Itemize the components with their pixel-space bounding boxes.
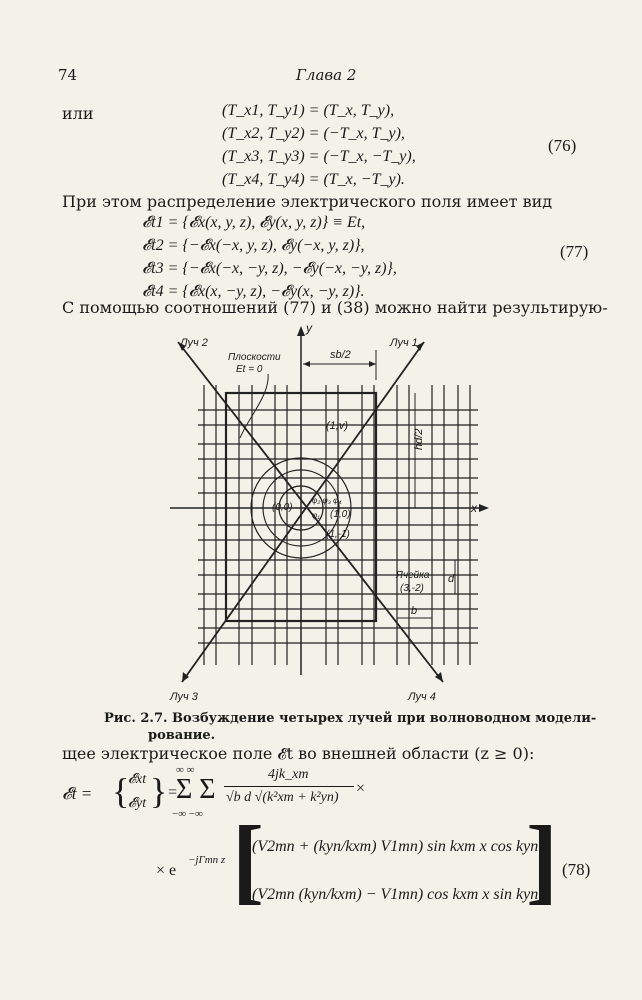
eq78-exponent: −jΓmn z [188,854,226,866]
x-arrow [479,504,489,512]
eq78-times-exp: × e [156,862,177,879]
sb2-arrow-left [303,361,310,367]
label-ray-4: Луч 4 [408,691,436,703]
planes-leader [240,374,268,438]
figure-caption-line-1: Рис. 2.7. Возбуждение четырех лучей при волноводном модели- [104,711,597,726]
paragraph-3: щее электрическое поле 𝓔t во внешней области (z ≥ 0): [62,744,535,763]
label-b: b [411,605,418,617]
label-cell-1m1: (1,-1) [326,529,350,540]
paragraph-1: При этом распределение электрического поля имеет вид [62,192,553,211]
eq76-line-4: (T_x4, T_y4) = (T_x, −T_y). [222,171,405,188]
eq77-number: (77) [560,242,589,261]
eq76-line-2: (T_x2, T_y2) = (−T_x, T_y), [222,125,405,142]
eq78-sum-top: ∞ ∞ [176,764,195,776]
eq76-number: (76) [548,136,577,155]
eq78-sum: Σ Σ [176,774,216,805]
page-number: 74 [58,66,78,84]
label-planes: Плоскости [228,352,281,363]
label-cell-1v: (1,v) [326,420,348,432]
label-cell-word: Ячейка [396,570,430,581]
eq78-brace-open: { [112,771,130,811]
eq78-brace-bot: 𝓔yt [128,796,147,811]
eq78-numerator: 4jk_xm [268,767,309,782]
eq78-sum-bot: −∞ −∞ [172,808,203,820]
label-axis-x: x [471,501,477,515]
paragraph-2: С помощью соотношений (77) и (38) можно найти результирую- [62,298,608,317]
label-sb2: sb/2 [330,349,351,361]
eq78-row-1: (V2mn + (kyn/kxm) V1mn) sin kxm x cos kyn y [252,838,550,855]
label-planes-eq: Et = 0 [236,364,263,375]
eq78-denominator: √b d √(k²xm + k²yn) [226,790,339,805]
eq78-bracket-open: [ [232,806,264,913]
y-arrow [297,326,305,336]
label-cell-3m2: (3,-2) [400,583,424,594]
label-ray-2: Луч 2 [180,337,208,349]
eq78-brace-close: } [150,771,168,811]
label-hd2: hd/2 [413,428,425,450]
figure-caption-line-2: рование. [148,728,216,743]
eq76-line-3: (T_x3, T_y3) = (−T_x, −T_y), [222,148,416,165]
running-title: Глава 2 [296,66,357,84]
sb2-arrow-right [369,361,376,367]
eq77-line-4: 𝓔t4 = {𝓔x(x, −y, z), −𝓔y(x, −y, z)}. [142,283,365,300]
eq78-eq: = [168,784,178,801]
eq77-line-1: 𝓔t1 = {𝓔x(x, y, z), 𝓔y(x, y, z)} ≡ Et, [142,214,366,231]
eq78-lhs: 𝓔t = [62,784,93,803]
label-axis-y: y [306,321,312,335]
eq78-times: × [356,780,366,797]
label-cell-00: (0,0) [272,502,293,513]
eq76-line-1: (T_x1, T_y1) = (T_x, T_y), [222,102,395,119]
label-phi1: φ₁ [312,511,320,520]
eq78-brace-top: 𝓔xt [128,772,147,787]
label-ray-1: Луч 1 [390,337,418,349]
label-cell-10: (1,0) [330,509,351,520]
eq77-line-2: 𝓔t2 = {−𝓔x(−x, y, z), 𝓔y(−x, y, z)}, [142,237,365,254]
eq78-row-2: (V2mn (kyn/kxm) − V1mn) cos kxm x sin kyn y [252,886,550,903]
eq77-line-3: 𝓔t3 = {−𝓔x(−x, −y, z), −𝓔y(−x, −y, z)}, [142,260,397,277]
eq76-lead: или [62,104,94,123]
eq78-number: (78) [562,860,591,879]
eq78-bracket-close: ] [526,806,558,913]
eq78-fraction-bar [224,786,354,787]
label-phis: φ₂ φ₃ φ₄ [312,496,342,505]
figure-2-7 [140,320,500,705]
label-d: d [448,573,455,585]
label-ray-3: Луч 3 [170,691,198,703]
